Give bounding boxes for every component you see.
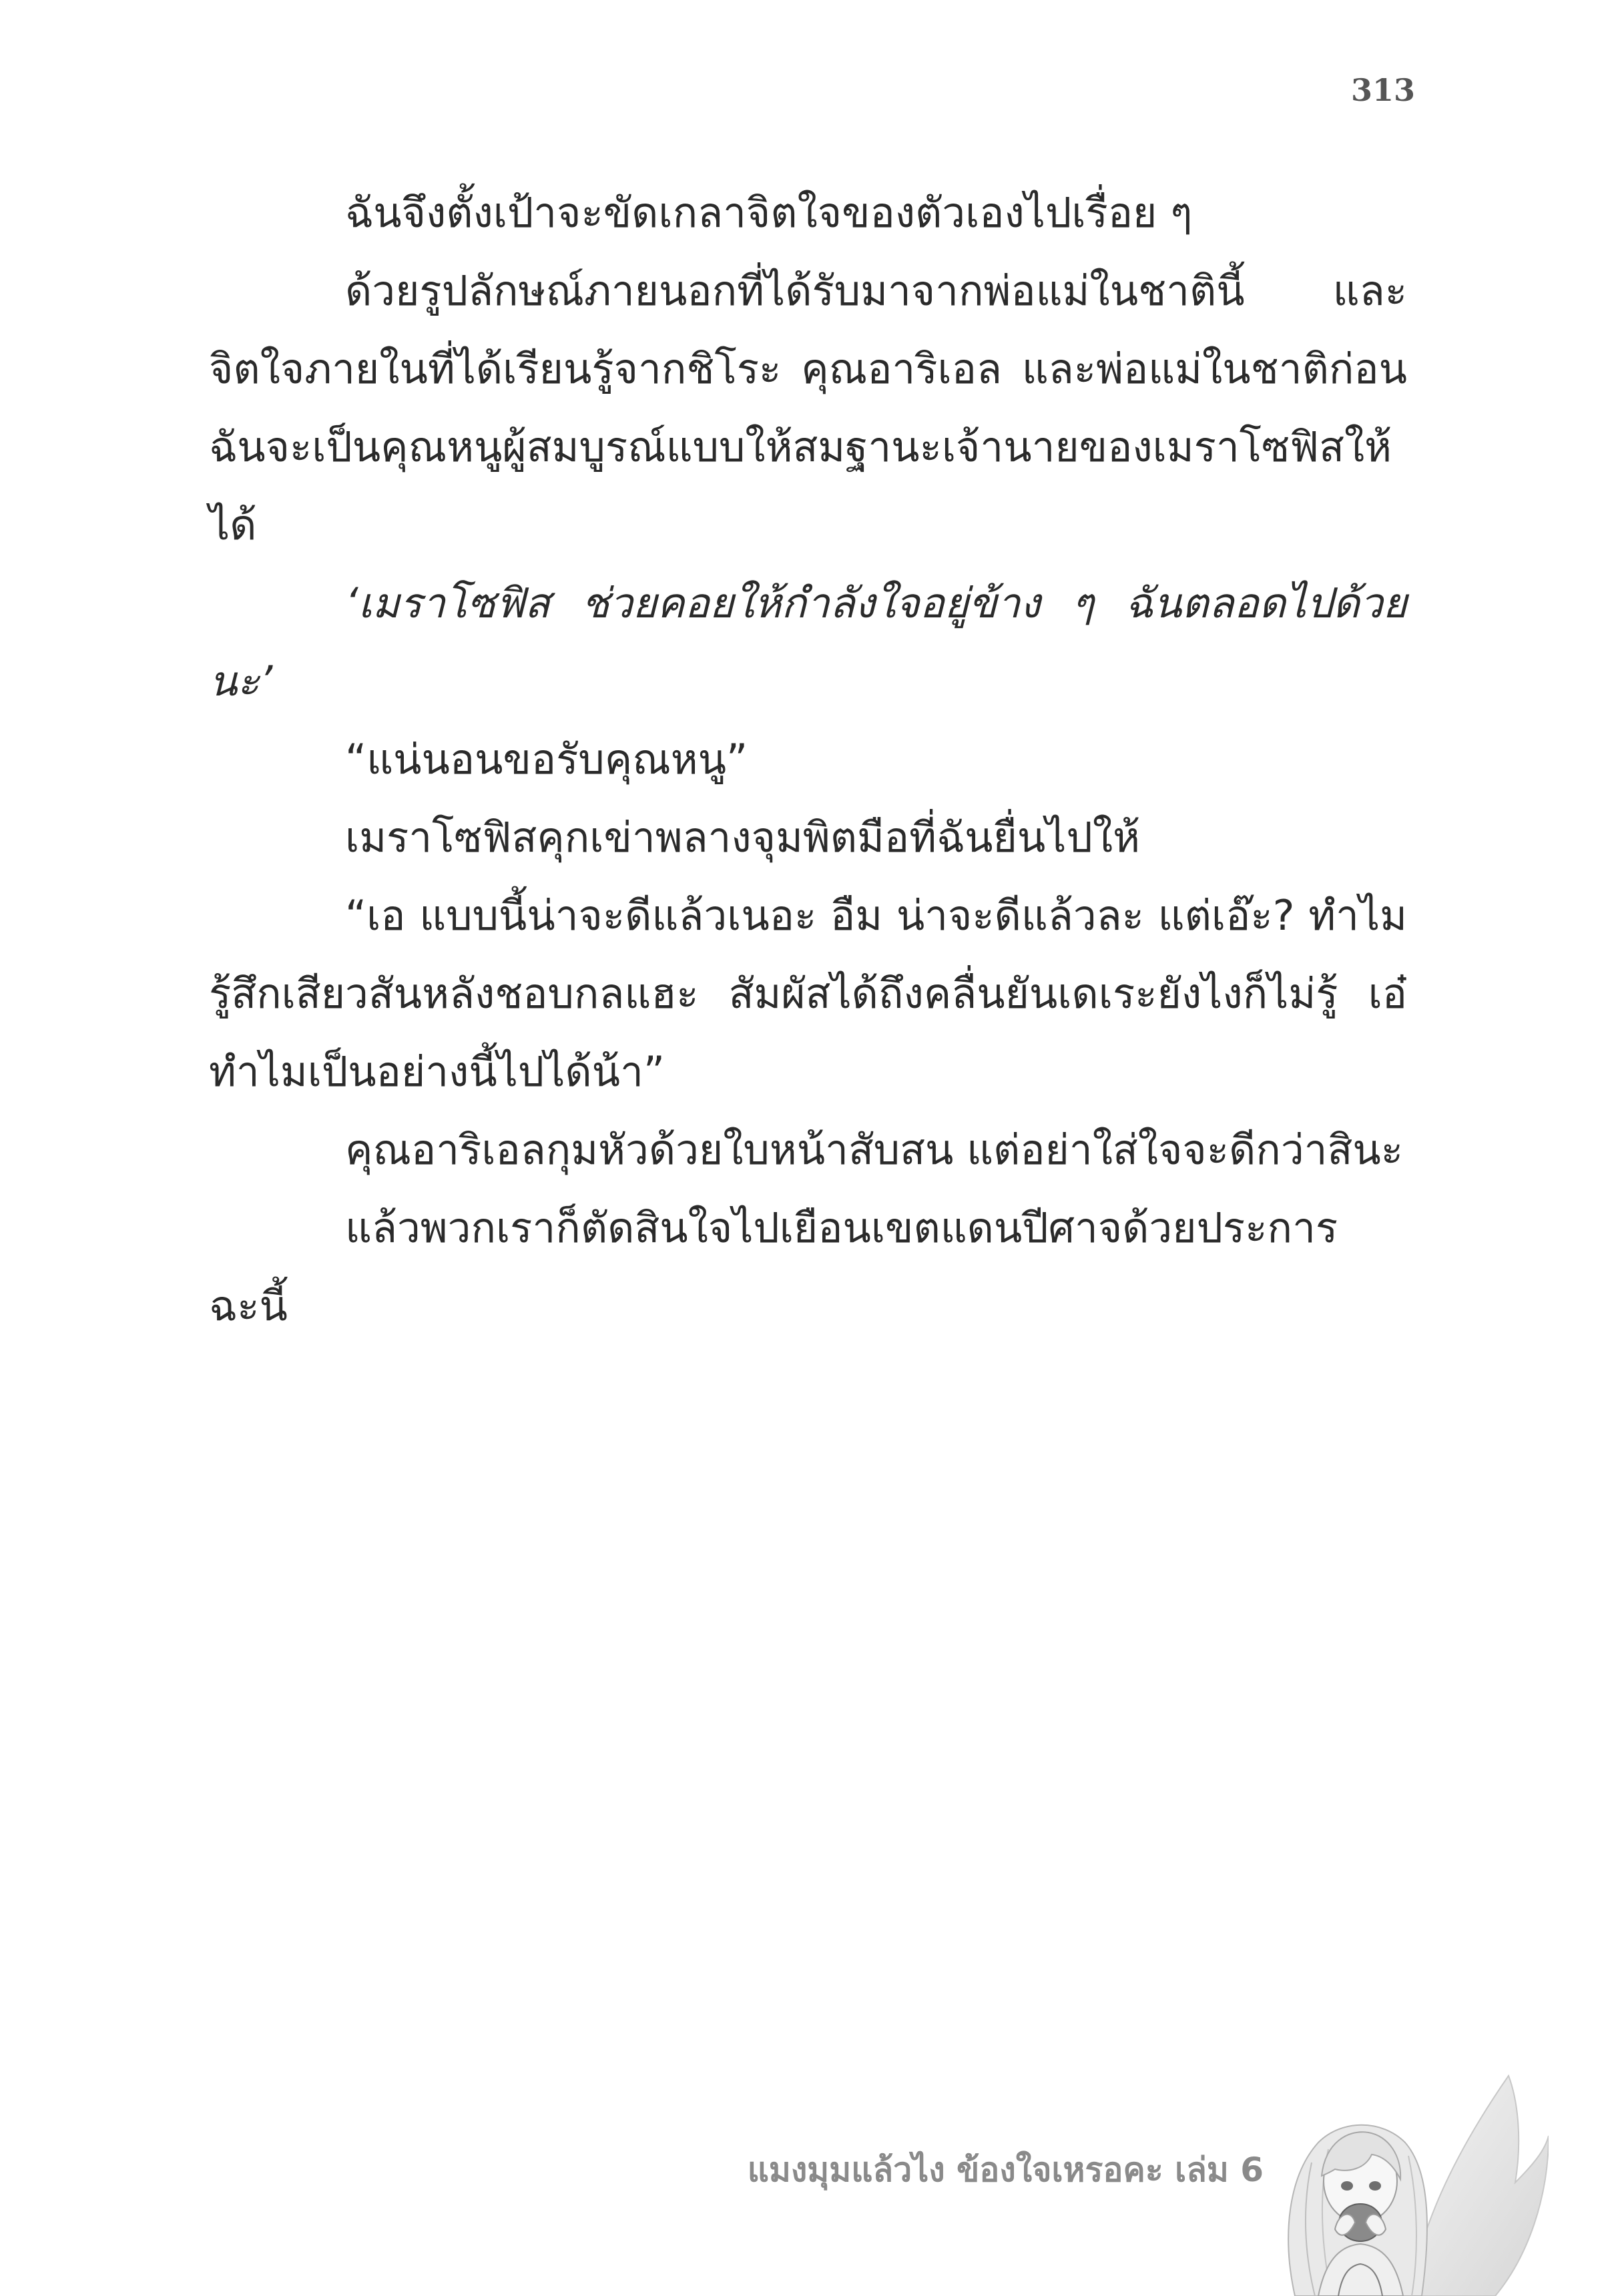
paragraph: ด้วยรูปลักษณ์ภายนอกที่ได้รับมาจากพ่อแม่ในชาตินี้ และจิตใจภายในที่ได้เรียนรู้จากชิโระ คุณอาริเอล และพ่อแม่ในชาติก่อน ฉันจะเป็นคุณหนูผู้สมบูรณ์แบบให้สมฐานะเจ้านายของเมราโซฟิสให้ได้ [209, 266, 1407, 549]
footer-book-title: แมงมุมแล้วไง ข้องใจเหรอคะ เล่ม 6 [747, 2150, 1264, 2189]
dialogue-paragraph: “เอ แบบนี้น่าจะดีแล้วเนอะ อืม น่าจะดีแล้วละ แต่เอ๊ะ? ทำไมรู้สึกเสียวสันหลังชอบกลแฮะ สัมผัสได้ถึงคลื่นยันเดเระยังไงก็ไม่รู้ เอ๋ ทำไมเป็นอย่างนี้ไปได้น้า” [209, 891, 1407, 1096]
italic-thought-paragraph: ‘เมราโซฟิส ช่วยคอยให้กำลังใจอยู่ข้าง ๆ ฉันตลอดไปด้วยนะ’ [209, 579, 1407, 705]
character-illustration [1255, 2062, 1549, 2296]
dialogue-paragraph: “แน่นอนขอรับคุณหนู” [345, 735, 748, 784]
paragraph: ฉันจึงตั้งเป้าจะขัดเกลาจิตใจของตัวเองไปเรื่อย ๆ [345, 188, 1193, 237]
paragraph: เมราโซฟิสคุกเข่าพลางจุมพิตมือที่ฉันยื่นไปให้ [345, 813, 1140, 862]
paragraph: แล้วพวกเราก็ตัดสินใจไปเยือนเขตแดนปีศาจด้วยประการฉะนี้ [209, 1203, 1338, 1330]
page-number: 313 [1350, 72, 1415, 108]
body-text [209, 174, 1407, 1345]
paragraph: คุณอาริเอลกุมหัวด้วยใบหน้าสับสน แต่อย่าใส่ใจจะดีกว่าสินะ [345, 1125, 1403, 1174]
